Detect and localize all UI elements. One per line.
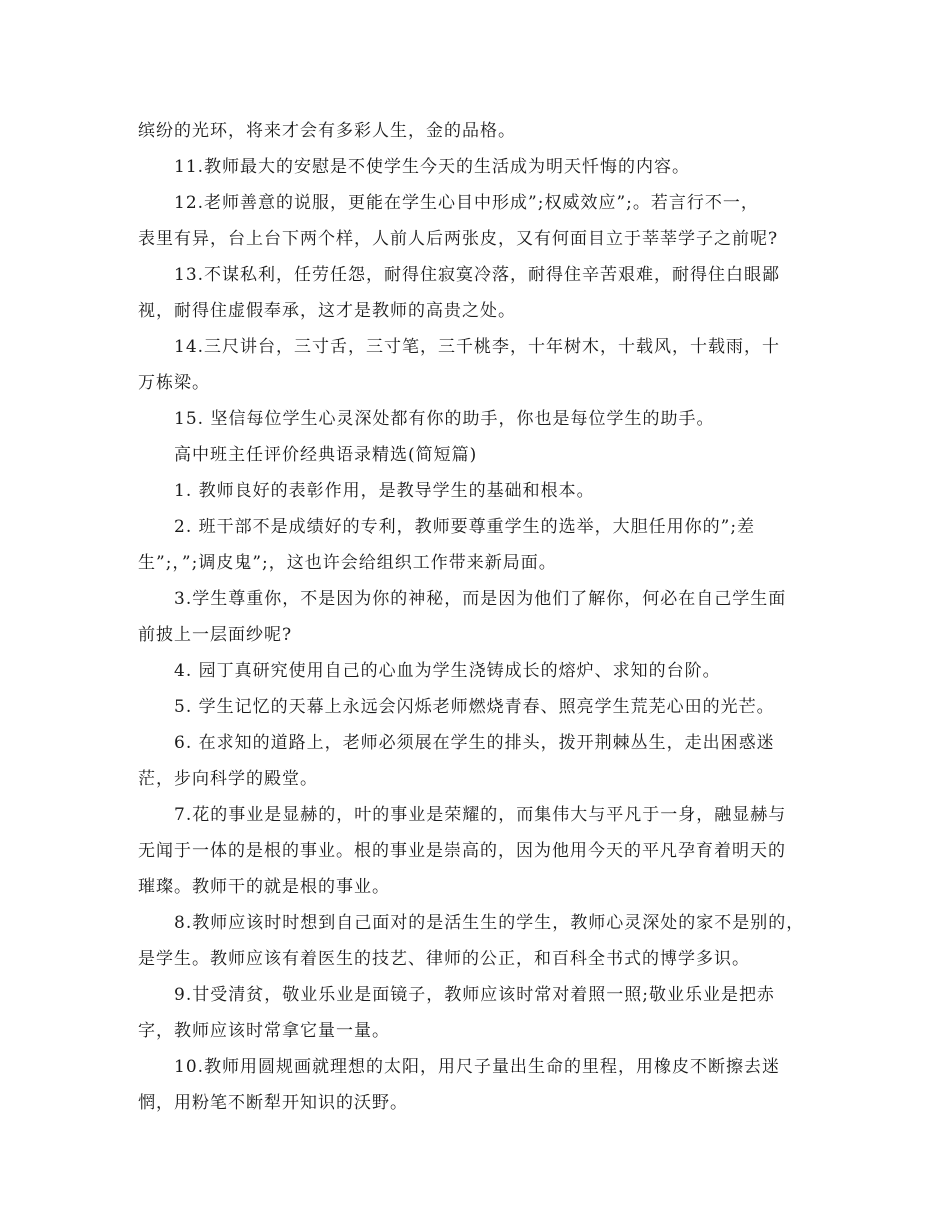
text-line: 字，教师应该时常拿它量一量。 bbox=[138, 1021, 390, 1041]
text-line: 13.不谋私利，任劳任怨，耐得住寂寞冷落，耐得住辛苦艰难，耐得住白眼鄙 bbox=[174, 265, 781, 285]
text-line: 9.甘受清贫，敬业乐业是面镜子，教师应该时常对着照一照;敬业乐业是把赤 bbox=[174, 985, 775, 1005]
text-line: 6. 在求知的道路上，老师必须展在学生的排头，拨开荆棘丛生，走出困惑迷 bbox=[174, 733, 775, 753]
text-line: 7.花的事业是显赫的，叶的事业是荣耀的，而集伟大与平凡于一身，融显赫与 bbox=[174, 805, 787, 825]
text-line: 4. 园丁真研究使用自己的心血为学生浇铸成长的熔炉、求知的台阶。 bbox=[174, 661, 721, 681]
text-line: 茫，步向科学的殿堂。 bbox=[138, 769, 318, 789]
text-line: 璀璨。教师干的就是根的事业。 bbox=[138, 877, 390, 897]
text-line: 3.学生尊重你，不是因为你的神秘，而是因为他们了解你，何必在自己学生面 bbox=[174, 589, 787, 609]
text-line: 2. 班干部不是成绩好的专利，教师要尊重学生的选举，大胆任用你的”;差 bbox=[174, 517, 756, 537]
text-line: 无闻于一体的是根的事业。根的事业是崇高的，因为他用今天的平凡孕育着明天的 bbox=[138, 841, 786, 861]
text-line: 万栋梁。 bbox=[138, 373, 210, 393]
text-line: 生”;，”;调皮鬼”;，这也许会给组织工作带来新局面。 bbox=[138, 553, 557, 573]
text-line: 15. 坚信每位学生心灵深处都有你的助手，你也是每位学生的助手。 bbox=[174, 409, 715, 429]
text-line: 5. 学生记忆的天幕上永远会闪烁老师燃烧青春、照亮学生荒芜心田的光芒。 bbox=[174, 697, 775, 717]
text-line: 10.教师用圆规画就理想的太阳，用尺子量出生命的里程，用橡皮不断擦去迷 bbox=[174, 1057, 781, 1077]
text-line: 8.教师应该时时想到自己面对的是活生生的学生，教师心灵深处的家不是别的， bbox=[174, 913, 805, 933]
text-line: 11.教师最大的安慰是不使学生今天的生活成为明天忏悔的内容。 bbox=[174, 157, 691, 177]
text-line: 是学生。教师应该有着医生的技艺、律师的公正，和百科全书式的博学多识。 bbox=[138, 949, 750, 969]
text-line: 14.三尺讲台，三寸舌，三寸笔，三千桃李，十年树木，十载风，十载雨，十 bbox=[174, 337, 781, 357]
text-line: 前披上一层面纱呢? bbox=[138, 625, 293, 645]
text-line: 视，耐得住虚假奉承，这才是教师的高贵之处。 bbox=[138, 301, 516, 321]
text-line: 1. 教师良好的表彰作用，是教导学生的基础和根本。 bbox=[174, 481, 595, 501]
text-line: 12.老师善意的说服，更能在学生心目中形成”;权威效应”;。若言行不一， bbox=[174, 193, 759, 213]
text-line: 惘，用粉笔不断犁开知识的沃野。 bbox=[138, 1093, 408, 1113]
section-heading: 高中班主任评价经典语录精选(简短篇) bbox=[174, 445, 478, 465]
text-line: 表里有异，台上台下两个样，人前人后两张皮，又有何面目立于莘莘学子之前呢? bbox=[138, 229, 779, 249]
text-line: 缤纷的光环，将来才会有多彩人生，金的品格。 bbox=[138, 121, 516, 141]
